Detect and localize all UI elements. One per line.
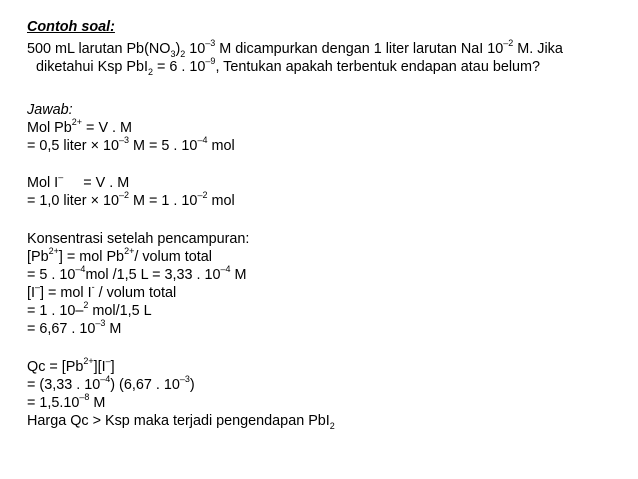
- answer-label: Jawab:: [27, 102, 73, 118]
- mol-pb-line-2: = 0,5 liter × $10^{-3}$ M = 5 . $10^{-4}$ mol: [27, 135, 235, 154]
- mol-pb-line-1: Mol $Pb^{2+} = V$ . M: [27, 117, 133, 136]
- konsentrasi-line-5: = 6,67 . $10^{-3}$ M: [27, 318, 122, 337]
- konsentrasi-line-1: $[Pb^{2+}]$ = mol $Pb^{2+}/$ volum total: [27, 246, 212, 265]
- problem-line-2: diketahui Ksp PbI$_2$ = 6 . $10^{-9}$, Tentukan apakah terbentuk endapan atau belum?: [36, 56, 541, 77]
- problem-line-1: 500 mL larutan $Pb(NO_3)_2$ $10^{-3}$ M dicampurkan dengan 1 liter larutan NaI $10^{-2}$ M. Jika: [27, 38, 563, 59]
- conclusion-line: Harga Qc > Ksp maka terjadi pengendapan PbI$_2$: [27, 413, 335, 431]
- konsentrasi-line-2: = 5 . $10^{-4}mol$ /1,5 L = 3,33 . $10^{-4}$ M: [27, 264, 247, 283]
- konsentrasi-line-4: = 1 . 10–$^2$ mol/1,5 L: [27, 300, 152, 319]
- mol-i-line-1: Mol I– = V . M: [27, 172, 130, 191]
- konsentrasi-title: Konsentrasi setelah pencampuran:: [27, 231, 250, 247]
- heading: Contoh soal:: [27, 19, 115, 35]
- qc-line-3: = $1,5.10^{-8}$ M: [27, 392, 106, 411]
- qc-line-1: $Qc = [Pb^{2+}][I^-]$: [27, 356, 115, 375]
- konsentrasi-line-3: [I–] = mol I- / volum total: [27, 282, 177, 301]
- mol-i-line-2: = 1,0 liter × $10^{-2}$ M = 1 . $10^{-2}$ mol: [27, 190, 235, 209]
- qc-line-2: = (3,33 . $10^{-4}$) (6,67 . $10^{-3}$): [27, 374, 195, 393]
